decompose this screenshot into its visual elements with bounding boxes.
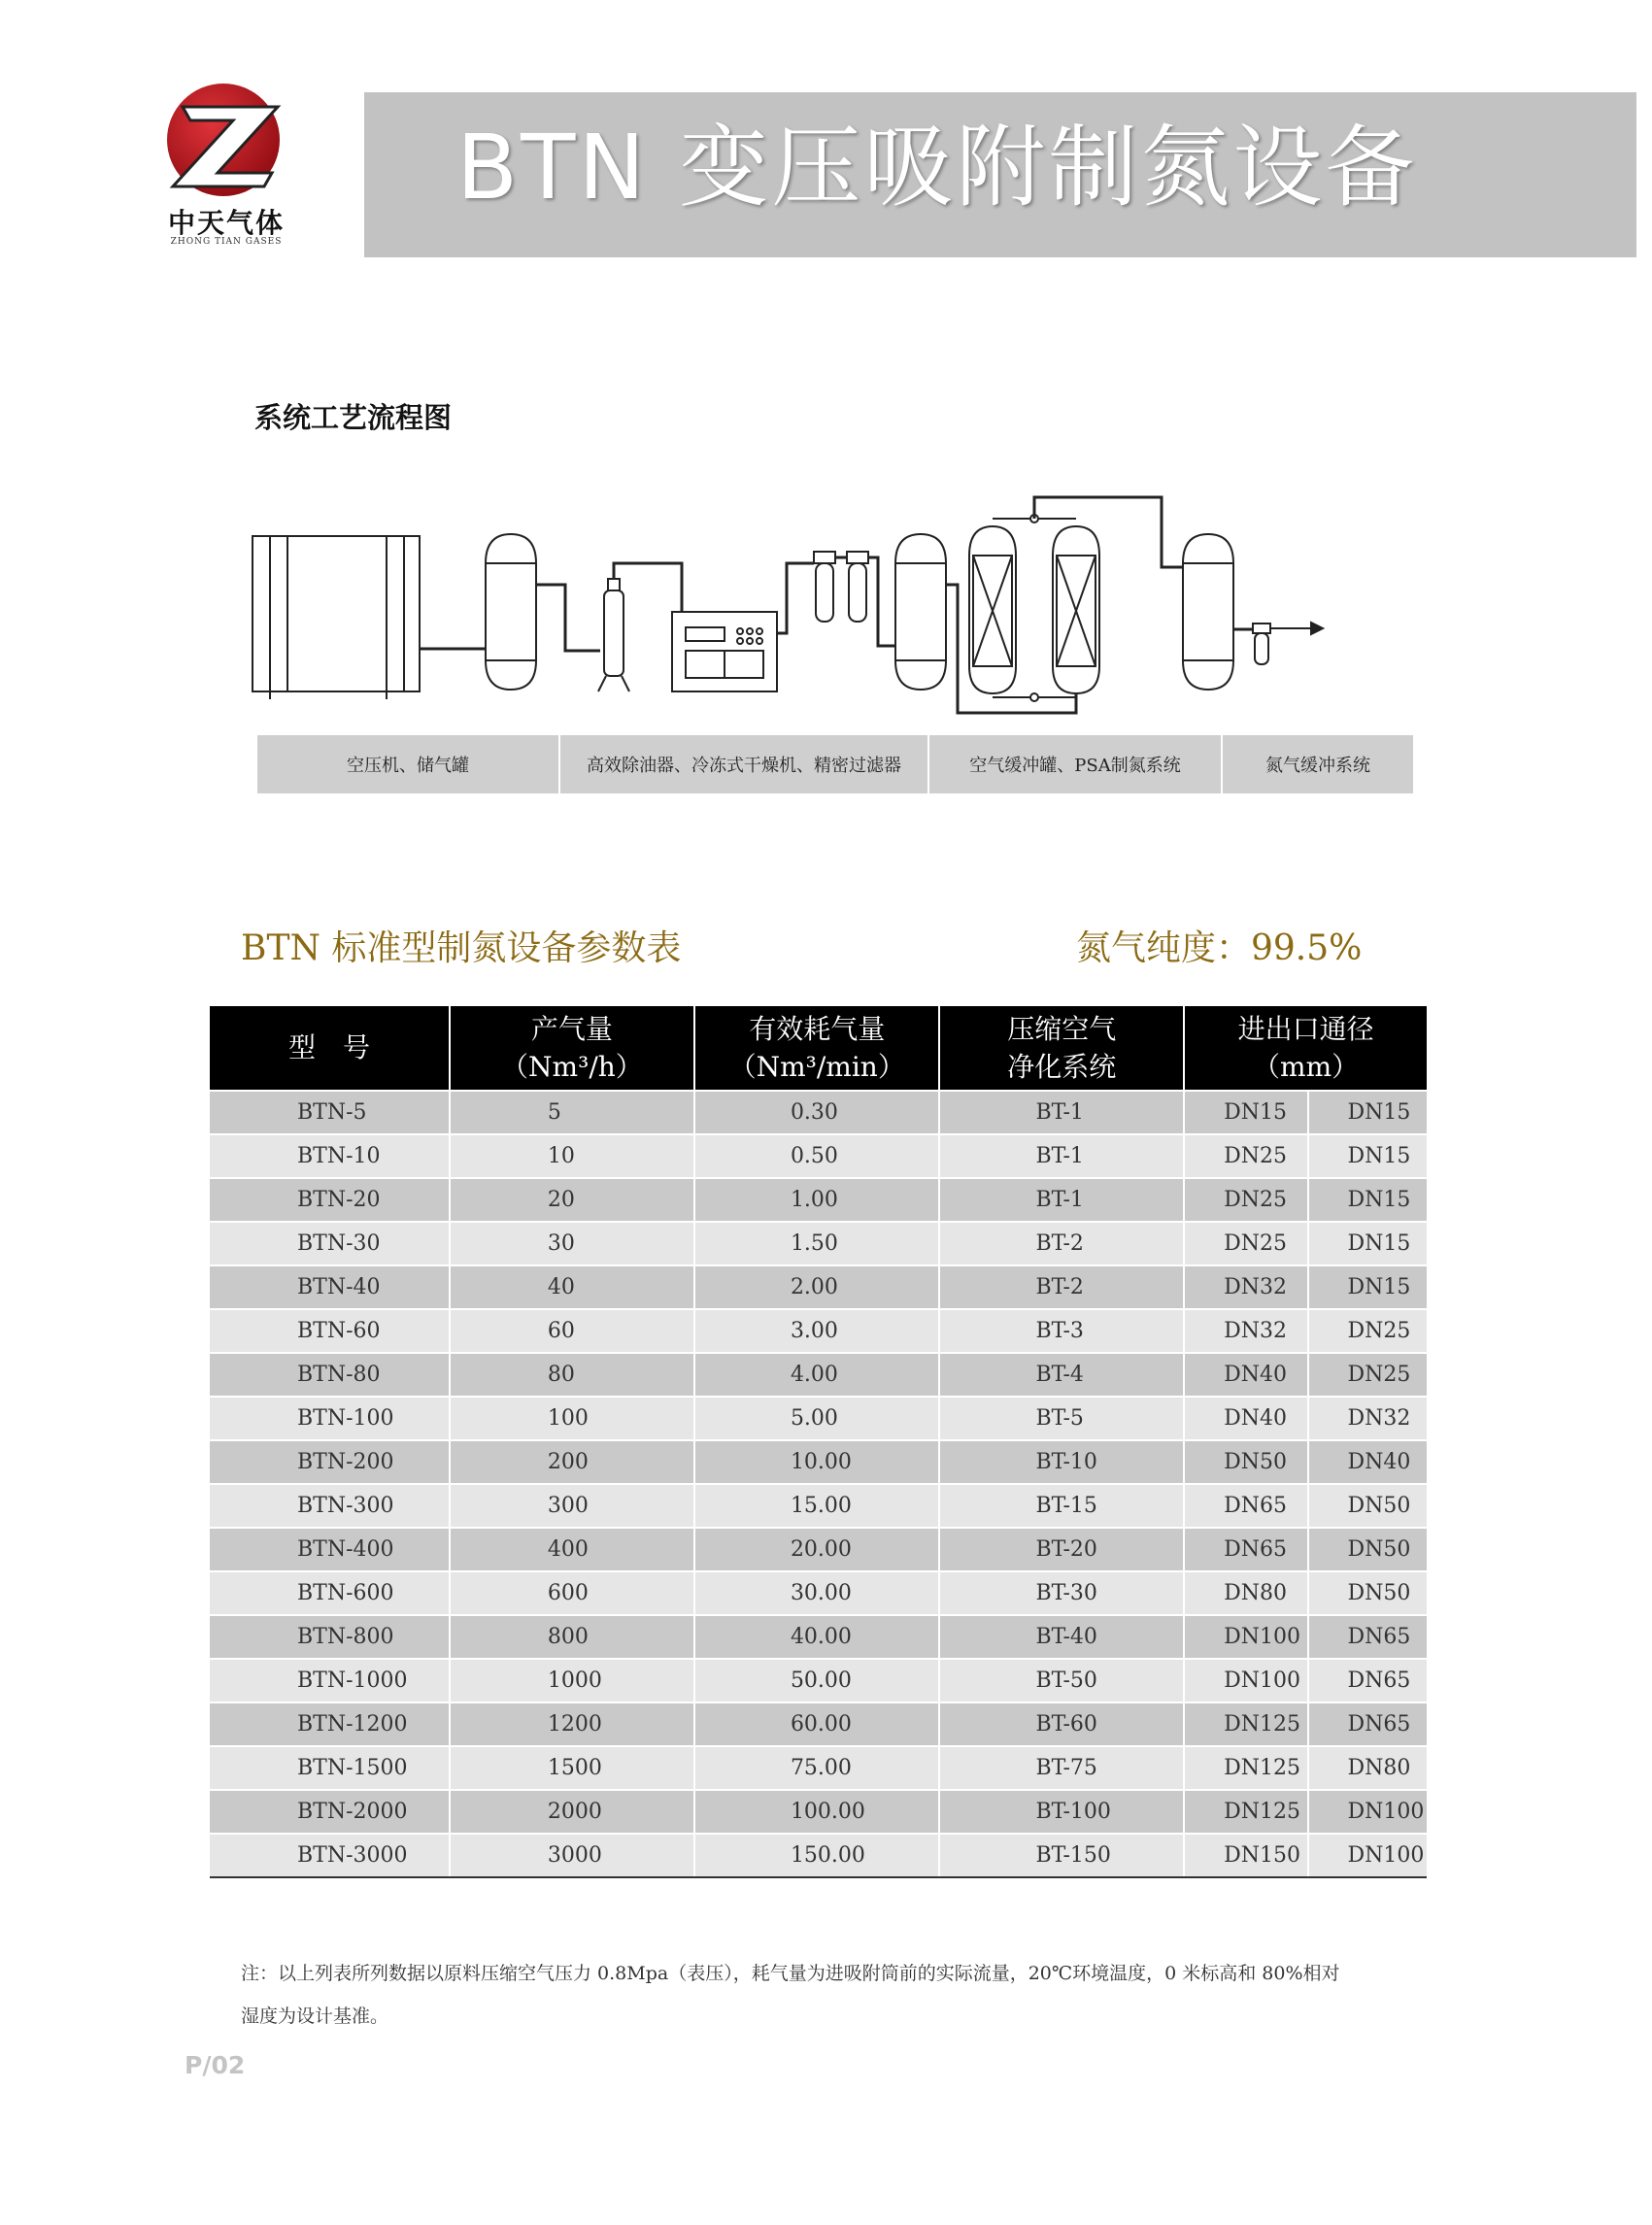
logo-chinese-name: 中天气体 bbox=[167, 207, 285, 239]
table-cell: DN25 bbox=[1184, 1222, 1307, 1265]
footnote-line-2: 湿度为设计基准。 bbox=[241, 2006, 389, 2027]
parameter-table bbox=[210, 1006, 1427, 1878]
table-row bbox=[210, 1790, 1427, 1834]
table-cell: DN15 bbox=[1308, 1222, 1427, 1265]
table-cell: BT-10 bbox=[939, 1440, 1184, 1484]
table-cell: 80 bbox=[450, 1353, 694, 1397]
table-cell: 200 bbox=[450, 1440, 694, 1484]
table-cell: BT-60 bbox=[939, 1702, 1184, 1746]
table-cell: BTN-30 bbox=[210, 1222, 450, 1265]
table-cell: BT-3 bbox=[939, 1309, 1184, 1353]
table-row bbox=[210, 1222, 1427, 1265]
table-cell: BTN-200 bbox=[210, 1440, 450, 1484]
table-cell: BT-30 bbox=[939, 1571, 1184, 1615]
table-cell: 40.00 bbox=[694, 1615, 940, 1659]
table-row bbox=[210, 1615, 1427, 1659]
table-cell: BTN-1200 bbox=[210, 1702, 450, 1746]
table-row bbox=[210, 1702, 1427, 1746]
table-cell: DN32 bbox=[1184, 1309, 1307, 1353]
table-row bbox=[210, 1397, 1427, 1440]
table-cell: DN25 bbox=[1184, 1178, 1307, 1222]
table-cell: BT-1 bbox=[939, 1178, 1184, 1222]
table-row bbox=[210, 1134, 1427, 1178]
table-cell: BTN-3000 bbox=[210, 1834, 450, 1877]
footnote-line-1: 注：以上列表所列数据以原料压缩空气压力 0.8Mpa（表压），耗气量为进吸附筒前的实际流量，20℃环境温度，0 米标高和 80%相对 bbox=[241, 1963, 1340, 1984]
table-cell: DN32 bbox=[1308, 1397, 1427, 1440]
table-cell: 4.00 bbox=[694, 1353, 940, 1397]
table-cell: DN15 bbox=[1308, 1134, 1427, 1178]
table-cell: DN25 bbox=[1308, 1309, 1427, 1353]
table-cell: BT-100 bbox=[939, 1790, 1184, 1834]
table-cell: 30 bbox=[450, 1222, 694, 1265]
table-cell: 40 bbox=[450, 1265, 694, 1309]
table-cell: 3000 bbox=[450, 1834, 694, 1877]
process-flow-diagram bbox=[243, 486, 1437, 719]
air-compressor-icon bbox=[253, 536, 420, 699]
table-cell: BTN-1000 bbox=[210, 1659, 450, 1702]
table-cell: BT-50 bbox=[939, 1659, 1184, 1702]
table-cell: BT-1 bbox=[939, 1091, 1184, 1134]
table-cell: 5.00 bbox=[694, 1397, 940, 1440]
psa-adsorption-towers-icon bbox=[969, 515, 1099, 701]
table-cell: DN40 bbox=[1184, 1397, 1307, 1440]
air-buffer-tank-icon bbox=[895, 534, 946, 690]
table-cell: BTN-80 bbox=[210, 1353, 450, 1397]
table-cell: BTN-100 bbox=[210, 1397, 450, 1440]
table-row bbox=[210, 1528, 1427, 1571]
table-row bbox=[210, 1309, 1427, 1353]
precision-filter-icon bbox=[814, 552, 868, 622]
header-port-diameter: 进出口通径 （mm） bbox=[1184, 1006, 1427, 1091]
table-cell: 50.00 bbox=[694, 1659, 940, 1702]
table-row bbox=[210, 1178, 1427, 1222]
table-row bbox=[210, 1091, 1427, 1134]
table-cell: BTN-2000 bbox=[210, 1790, 450, 1834]
stage-nitrogen-buffer: 氮气缓冲系统 bbox=[1265, 756, 1370, 776]
table-cell: 20 bbox=[450, 1178, 694, 1222]
table-cell: BT-75 bbox=[939, 1746, 1184, 1790]
table-cell: DN15 bbox=[1308, 1091, 1427, 1134]
table-cell: DN15 bbox=[1308, 1265, 1427, 1309]
table-row bbox=[210, 1484, 1427, 1528]
table-header-row bbox=[210, 1006, 1427, 1091]
table-cell: DN80 bbox=[1184, 1571, 1307, 1615]
table-cell: DN65 bbox=[1184, 1484, 1307, 1528]
logo-english-name: ZHONG TIAN GASES bbox=[170, 237, 283, 247]
table-cell: DN150 bbox=[1184, 1834, 1307, 1877]
outlet-arrow-icon bbox=[1311, 623, 1323, 634]
table-cell: BT-1 bbox=[939, 1134, 1184, 1178]
table-cell: DN100 bbox=[1308, 1790, 1427, 1834]
table-cell: DN50 bbox=[1184, 1440, 1307, 1484]
refrigerated-dryer-icon bbox=[672, 612, 777, 691]
table-cell: BTN-40 bbox=[210, 1265, 450, 1309]
table-cell: 15.00 bbox=[694, 1484, 940, 1528]
table-cell: BT-40 bbox=[939, 1615, 1184, 1659]
table-cell: DN25 bbox=[1184, 1134, 1307, 1178]
table-cell: DN15 bbox=[1184, 1091, 1307, 1134]
table-cell: 10 bbox=[450, 1134, 694, 1178]
table-cell: DN80 bbox=[1308, 1746, 1427, 1790]
table-cell: 1.00 bbox=[694, 1178, 940, 1222]
table-cell: 20.00 bbox=[694, 1528, 940, 1571]
table-cell: 1.50 bbox=[694, 1222, 940, 1265]
table-cell: 60 bbox=[450, 1309, 694, 1353]
table-cell: DN15 bbox=[1308, 1178, 1427, 1222]
table-cell: BTN-1500 bbox=[210, 1746, 450, 1790]
table-cell: DN65 bbox=[1308, 1702, 1427, 1746]
table-row bbox=[210, 1265, 1427, 1309]
table-cell: DN100 bbox=[1184, 1659, 1307, 1702]
nitrogen-buffer-tank-icon bbox=[1183, 534, 1233, 690]
table-cell: DN65 bbox=[1308, 1659, 1427, 1702]
flow-stage-bar bbox=[257, 735, 1413, 793]
table-cell: 150.00 bbox=[694, 1834, 940, 1877]
table-cell: 1500 bbox=[450, 1746, 694, 1790]
table-cell: BT-5 bbox=[939, 1397, 1184, 1440]
table-cell: DN65 bbox=[1308, 1615, 1427, 1659]
table-cell: 0.50 bbox=[694, 1134, 940, 1178]
table-cell: BT-15 bbox=[939, 1484, 1184, 1528]
table-cell: BT-20 bbox=[939, 1528, 1184, 1571]
table-cell: 60.00 bbox=[694, 1702, 940, 1746]
table-cell: BTN-400 bbox=[210, 1528, 450, 1571]
table-cell: BT-2 bbox=[939, 1222, 1184, 1265]
table-cell: 800 bbox=[450, 1615, 694, 1659]
table-row bbox=[210, 1659, 1427, 1702]
table-cell: 1000 bbox=[450, 1659, 694, 1702]
table-cell: 300 bbox=[450, 1484, 694, 1528]
table-cell: DN32 bbox=[1184, 1265, 1307, 1309]
header-output: 产气量 （Nm³/h） bbox=[450, 1006, 694, 1091]
table-cell: 600 bbox=[450, 1571, 694, 1615]
table-cell: 5 bbox=[450, 1091, 694, 1134]
table-cell: DN50 bbox=[1308, 1484, 1427, 1528]
table-cell: 2.00 bbox=[694, 1265, 940, 1309]
header-air-purification: 压缩空气 净化系统 bbox=[939, 1006, 1184, 1091]
flow-section-title: 系统工艺流程图 bbox=[254, 401, 453, 434]
nitrogen-purity: 氮气纯度：99.5% bbox=[1076, 928, 1363, 968]
table-cell: 2000 bbox=[450, 1790, 694, 1834]
table-cell: BTN-800 bbox=[210, 1615, 450, 1659]
table-cell: DN125 bbox=[1184, 1746, 1307, 1790]
header-air-consumption: 有效耗气量 （Nm³/min） bbox=[694, 1006, 940, 1091]
page-title: BTN 变压吸附制氮设备 bbox=[456, 116, 1418, 219]
table-cell: DN65 bbox=[1184, 1528, 1307, 1571]
table-cell: BT-2 bbox=[939, 1265, 1184, 1309]
footnote bbox=[241, 1952, 1435, 2038]
table-cell: DN25 bbox=[1308, 1353, 1427, 1397]
table-cell: BTN-600 bbox=[210, 1571, 450, 1615]
outlet-filter-icon bbox=[1253, 624, 1270, 664]
table-cell: 1200 bbox=[450, 1702, 694, 1746]
table-cell: BT-150 bbox=[939, 1834, 1184, 1877]
table-cell: DN40 bbox=[1184, 1353, 1307, 1397]
table-cell: DN100 bbox=[1184, 1615, 1307, 1659]
table-cell: BT-4 bbox=[939, 1353, 1184, 1397]
table-cell: BTN-10 bbox=[210, 1134, 450, 1178]
stage-purification: 高效除油器、冷冻式干燥机、精密过滤器 bbox=[560, 735, 929, 793]
table-cell: 10.00 bbox=[694, 1440, 940, 1484]
stage-compressor: 空压机、储气罐 bbox=[257, 735, 560, 793]
table-cell: BTN-5 bbox=[210, 1091, 450, 1134]
table-row bbox=[210, 1440, 1427, 1484]
table-cell: DN125 bbox=[1184, 1702, 1307, 1746]
table-row bbox=[210, 1353, 1427, 1397]
oil-remover-icon bbox=[598, 579, 629, 691]
table-row bbox=[210, 1571, 1427, 1615]
table-cell: BTN-60 bbox=[210, 1309, 450, 1353]
table-row bbox=[210, 1834, 1427, 1877]
table-cell: 0.30 bbox=[694, 1091, 940, 1134]
stage-psa: 空气缓冲罐、PSA制氮系统 bbox=[929, 735, 1223, 793]
table-cell: BTN-300 bbox=[210, 1484, 450, 1528]
table-cell: 400 bbox=[450, 1528, 694, 1571]
table-cell: 100 bbox=[450, 1397, 694, 1440]
table-cell: DN50 bbox=[1308, 1528, 1427, 1571]
table-cell: DN50 bbox=[1308, 1571, 1427, 1615]
table-cell: DN100 bbox=[1308, 1834, 1427, 1877]
params-table-title: BTN 标准型制氮设备参数表 bbox=[241, 928, 682, 968]
table-cell: 100.00 bbox=[694, 1790, 940, 1834]
table-cell: DN40 bbox=[1308, 1440, 1427, 1484]
table-cell: 75.00 bbox=[694, 1746, 940, 1790]
table-cell: DN125 bbox=[1184, 1790, 1307, 1834]
header-model: 型 号 bbox=[210, 1006, 450, 1091]
table-row bbox=[210, 1746, 1427, 1790]
air-storage-tank-icon bbox=[486, 534, 536, 690]
table-cell: BTN-20 bbox=[210, 1178, 450, 1222]
page-number: P/02 bbox=[185, 2051, 246, 2079]
table-cell: 30.00 bbox=[694, 1571, 940, 1615]
table-cell: 3.00 bbox=[694, 1309, 940, 1353]
